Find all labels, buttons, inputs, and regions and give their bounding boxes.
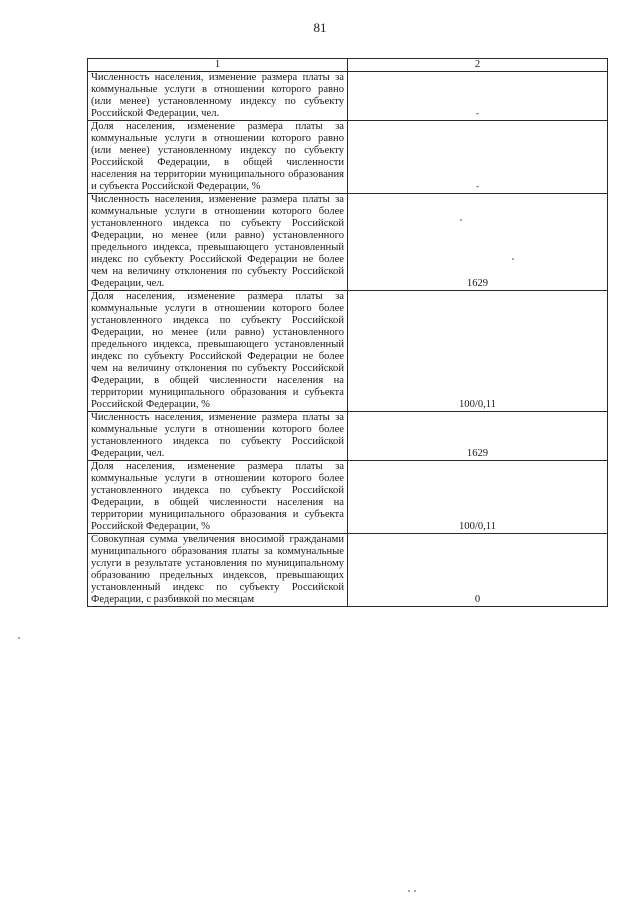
row-value: 0 xyxy=(348,534,608,607)
row-value: 100/0,11 xyxy=(348,291,608,412)
table-row xyxy=(88,461,608,534)
page-number: 81 xyxy=(313,20,327,35)
table-row xyxy=(88,534,608,607)
table-row xyxy=(88,121,608,194)
table-row xyxy=(88,72,608,121)
row-label: Численность населения, изменение размера платы за коммунальные услуги в отношении которого равно (или менее) установленному индексу по субъекту Российской Федерации, чел. xyxy=(88,72,348,121)
table-row xyxy=(88,412,608,461)
row-label: Доля населения, изменение размера платы за коммунальные услуги в отношении которого более установленного индекса по субъекту Российской Федерации, но менее (или равно) установленного предельного индекса, превышающего установленный индекс по субъекту Российской Федерации не более чем на величину отклонения по субъекту Российской Федерации, в общей численности населения на территории муниципального образования и субъекта Российской Федерации, % xyxy=(88,291,348,412)
row-value: - xyxy=(348,72,608,121)
row-label: Численность населения, изменение размера платы за коммунальные услуги в отношении которого более установленного индекса по субъекту Российской Федерации, но менее (или равно) установленного предельного индекса, превышающего установленный индекс по субъекту Российской Федерации не более чем на величину отклонения по субъекту Российской Федерации, чел. xyxy=(88,194,348,291)
row-label: Доля населения, изменение размера платы за коммунальные услуги в отношении которого более установленного индекса по субъекту Российской Федерации, в общей численности населения на территории муниципального образования и субъекта Российской Федерации, % xyxy=(88,461,348,534)
scan-speck xyxy=(512,258,514,260)
table-header-row xyxy=(88,59,608,72)
row-value: 1629 xyxy=(348,194,608,291)
table-row xyxy=(88,194,608,291)
table-row xyxy=(88,291,608,412)
column-header-2: 2 xyxy=(348,59,608,72)
scan-speck xyxy=(460,219,462,221)
row-value: 100/0,11 xyxy=(348,461,608,534)
scan-speck xyxy=(18,637,20,639)
row-label: Доля населения, изменение размера платы за коммунальные услуги в отношении которого равно (или менее) установленному индексу по субъекту Российской Федерации, в общей численности населения на территории муниципального образования и субъекта Российской Федерации, % xyxy=(88,121,348,194)
row-value: - xyxy=(348,121,608,194)
column-header-1: 1 xyxy=(88,59,348,72)
row-value: 1629 xyxy=(348,412,608,461)
scan-speck xyxy=(408,890,410,892)
scan-speck xyxy=(414,890,416,892)
row-label: Совокупная сумма увеличения вносимой гражданами муниципального образования платы за коммунальные услуги в результате установления по муниципальному образованию предельных индексов, превышающих установленный индекс по субъекту Российской Федерации, с разбивкой по месяцам xyxy=(88,534,348,607)
row-label: Численность населения, изменение размера платы за коммунальные услуги в отношении которого более установленного индекса по субъекту Российской Федерации, чел. xyxy=(88,412,348,461)
indicator-table xyxy=(87,58,608,607)
